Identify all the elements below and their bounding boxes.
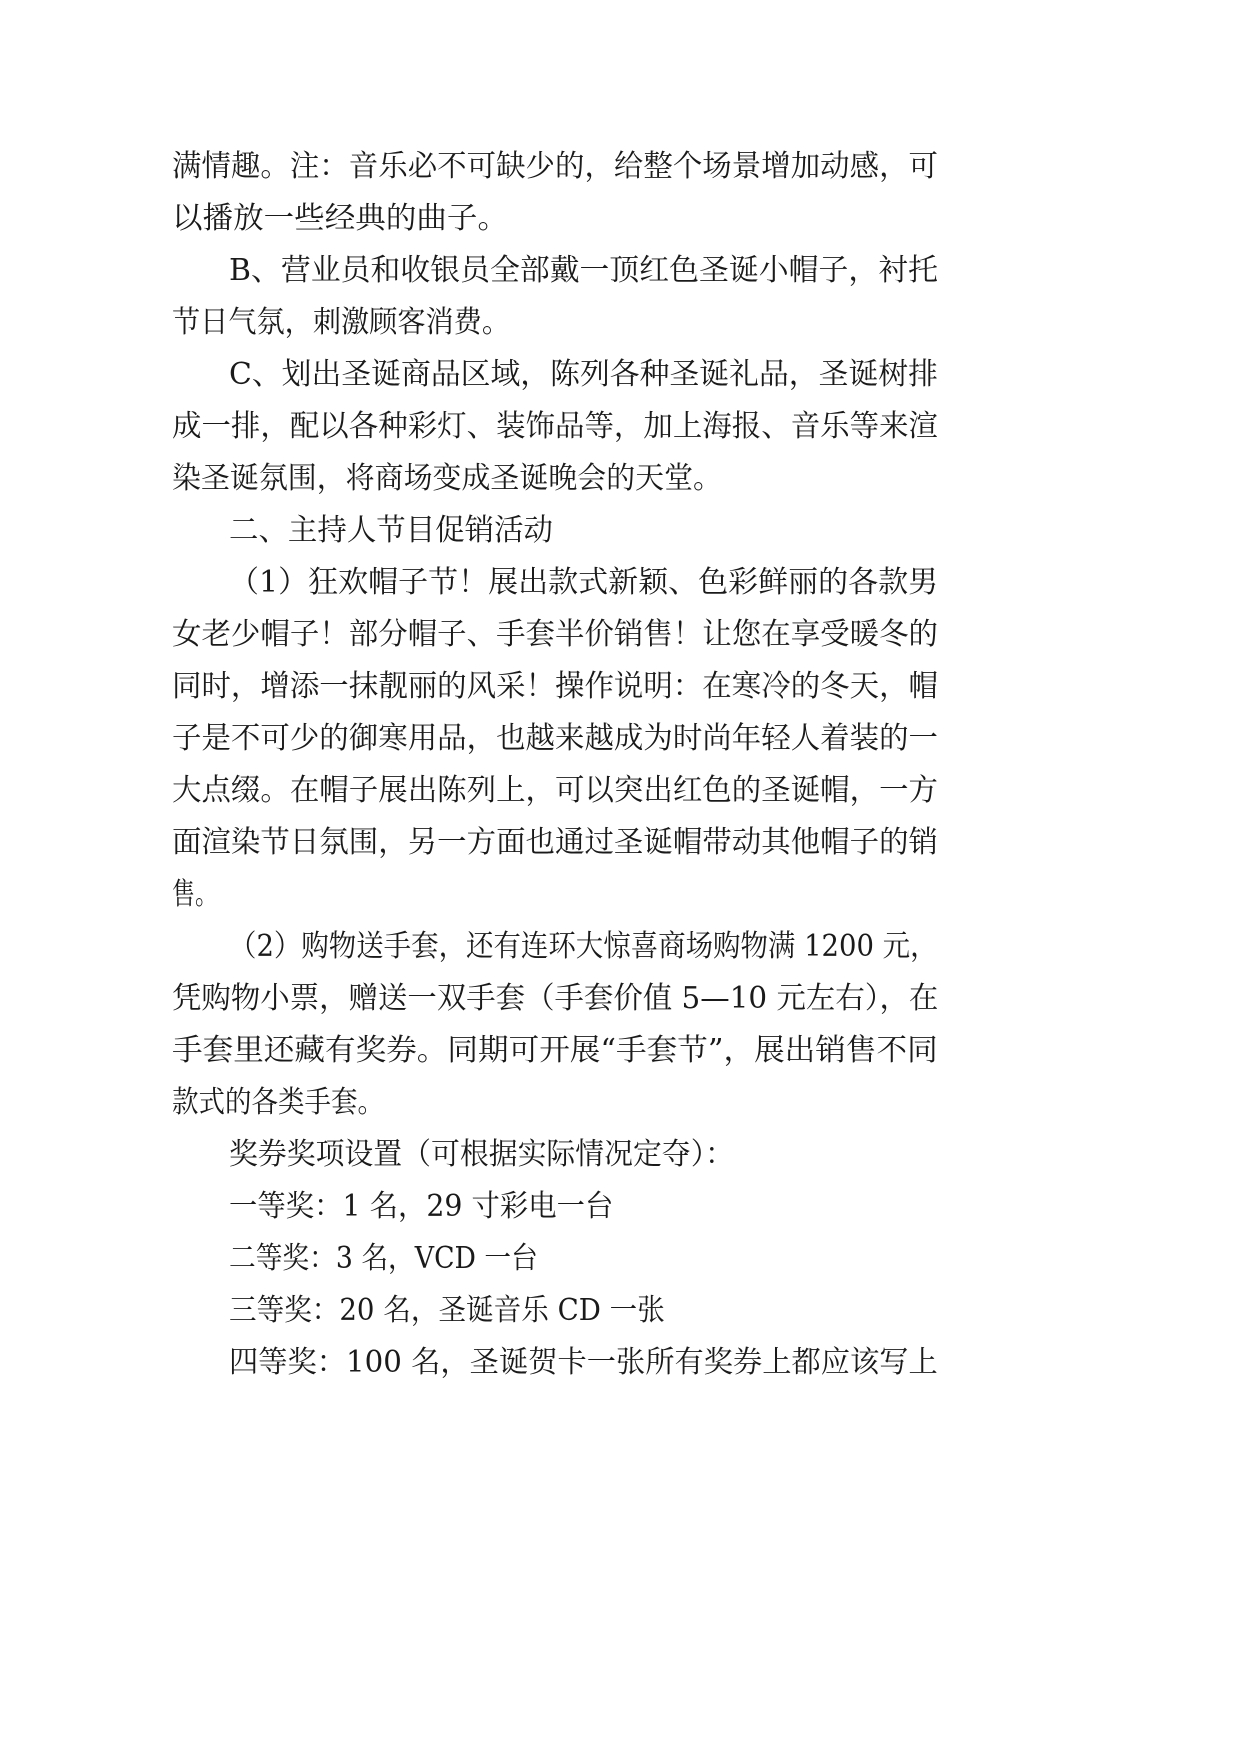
prize-line: 三等奖：20 名，圣诞音乐 CD 一张 (229, 1293, 665, 1328)
section-heading: 二、主持人节目促销活动 (229, 513, 553, 548)
text-line: 以播放一些经典的曲子。 (172, 201, 508, 236)
text-line: 子是不可少的御寒用品，也越来越成为时尚年轻人着装的一 (172, 721, 938, 756)
text-line: 奖券奖项设置（可根据实际情况定夺）： (229, 1137, 734, 1172)
text-line: 大点缀。在帽子展出陈列上，可以突出红色的圣诞帽，一方 (172, 773, 938, 808)
text-line: 同时，增添一抹靓丽的风采！操作说明：在寒冷的冬天，帽 (172, 669, 938, 704)
text-line: 售。 (172, 877, 218, 912)
text-line: C、划出圣诞商品区域，陈列各种圣诞礼品，圣诞树排 (229, 357, 938, 392)
prize-line: 四等奖：100 名，圣诞贺卡一张所有奖券上都应该写上 (229, 1345, 938, 1380)
text-line: 染圣诞氛围，将商场变成圣诞晚会的天堂。 (172, 461, 722, 496)
text-line: 节日气氛，刺激顾客消费。 (172, 305, 510, 340)
prize-line: 二等奖：3 名，VCD 一台 (229, 1241, 538, 1276)
text-line: 女老少帽子！部分帽子、手套半价销售！让您在享受暖冬的 (172, 617, 938, 652)
text-line: （1）狂欢帽子节！展出款式新颖、色彩鲜丽的各款男 (229, 565, 939, 600)
text-line: 凭购物小票，赠送一双手套（手套价值 5—10 元左右），在 (172, 981, 939, 1016)
text-line: 满情趣。注：音乐必不可缺少的，给整个场景增加动感，可 (172, 149, 938, 184)
text-line: （2）购物送手套，还有连环大惊喜商场购物满 1200 元， (229, 929, 938, 964)
text-line: 手套里还藏有奖券。同期可开展“手套节”，展出销售不同 (172, 1033, 938, 1068)
text-line: 成一排，配以各种彩灯、装饰品等，加上海报、音乐等来渲 (172, 409, 938, 444)
prize-line: 一等奖：1 名，29 寸彩电一台 (229, 1189, 614, 1224)
text-line: B、营业员和收银员全部戴一顶红色圣诞小帽子，衬托 (229, 253, 939, 288)
text-line: 面渲染节日氛围，另一方面也通过圣诞帽带动其他帽子的销 (172, 825, 938, 860)
text-line: 款式的各类手套。 (172, 1085, 384, 1120)
